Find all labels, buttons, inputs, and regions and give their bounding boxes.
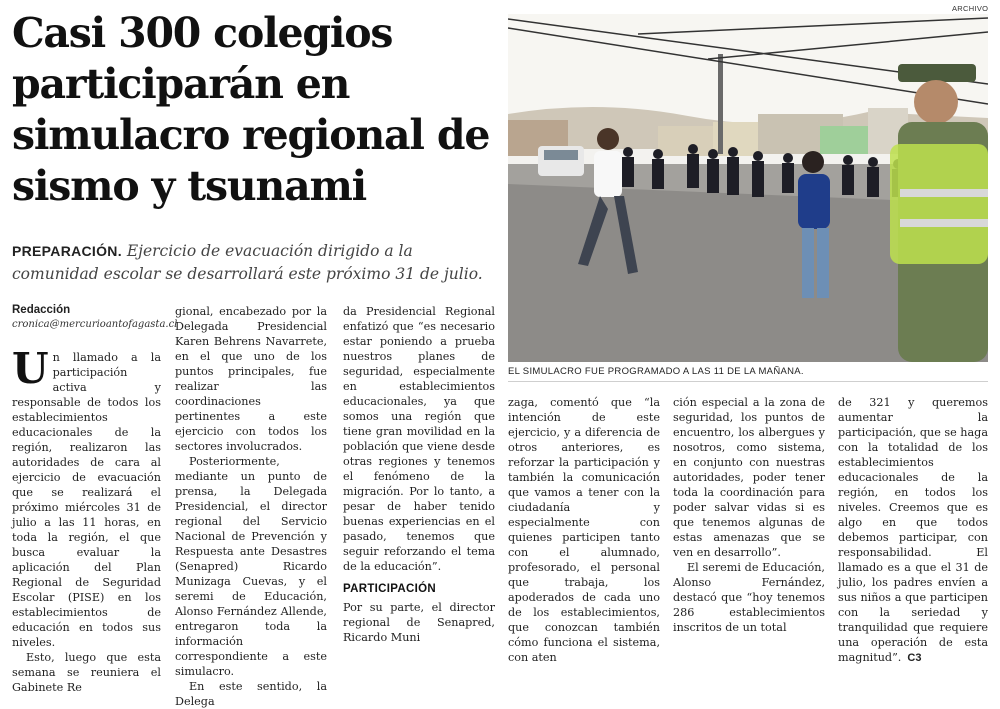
paragraph: En este sentido, la Delega: [175, 680, 327, 708]
article-column-2: [175, 304, 327, 709]
byline-author: Redacción: [12, 304, 71, 316]
photo-caption: EL SIMULACRO FUE PROGRAMADO A LAS 11 DE LA MAÑANA.: [508, 366, 804, 377]
paragraph: ción especial a la zona de seguridad, los puntos de encuentro, los albergues y nosotros, como sistema, en conjunto con nuestras autoridades, poder tener toda la coordinación para poder salvar vidas si es que tenemos algunas de estas amenazas que se ven en desarrollo”.: [673, 396, 825, 559]
paragraph: Un llamado a la participación activa y responsable de todos los establecimientos educacionales de la región, realizaron las autoridades de cara al ejercicio de evacuación que se realizará el próximo miércoles 31 de julio a las 11 horas, en toda la región, el que busca evaluar la aplicación del Plan Regional de Seguridad Escolar (PISE) en los establecimientos de educación en todos sus niveles.: [12, 344, 161, 649]
drop-cap: U: [12, 344, 49, 393]
deck-text: Ejercicio de evacuación dirigido a la comunidad escolar se desarrollará este próximo 31 de julio.: [12, 242, 483, 283]
paragraph: gional, encabezado por la Delegada Presidencial Karen Behrens Navarrete, en el que uno de los puntos principales, fue realizar las coordinaciones pertinentes a este ejercicio con todos los sectores involucrados.: [175, 305, 327, 453]
headline: Casi 300 colegios participarán en simulacro regional de sismo y tsunami: [12, 9, 490, 210]
section-subhead: PARTICIPACIÓN: [343, 583, 436, 595]
caption-divider: [508, 381, 988, 382]
deck: [12, 240, 502, 286]
byline: [12, 304, 178, 330]
paragraph: Por su parte, el director regional de Senapred, Ricardo Muni: [343, 601, 495, 644]
end-mark: C3: [907, 652, 922, 664]
paragraph: Posteriormente, mediante un punto de prensa, la Delegada Presidencial, el director regional del Servicio Nacional de Prevención y Respuesta ante Desastres (Senapred) Ricardo Munizaga Cuevas, y el seremi de Educación, Alonso Fernández Allende, entregaron toda la información correspondiente a este simulacro.: [175, 455, 327, 678]
article-column-5: [673, 395, 825, 635]
paragraph: zaga, comentó que “la intención de este ejercicio, y a diferencia de otros anteriores, es reforzar la participación y también la comunicación que vamos a tener con la ciudadanía y especialmente con quienes participen tanto con el alumnado, profesorado, el personal que trabaja, los apoderados de cada uno de los establecimientos, que conozcan también cómo funciona el sistema, con aten: [508, 396, 660, 664]
article-column-3: [343, 304, 495, 645]
article-column-4: [508, 395, 660, 665]
paragraph: da Presidencial Regional enfatizó que “es necesario estar poniendo a prueba nuestros planes de seguridad, especialmente en establecimientos educacionales, ya que somos una región que tiene gran movilidad en la población que viene desde otras regiones y tenemos el fenómeno de la migración. Por lo tanto, a pesar de haber tenido buenas experiencias en el pasado, tenemos que seguir reforzando el tema de la educación”.: [343, 305, 495, 573]
paragraph: de 321 y queremos aumentar la participación, que se haga con la totalidad de los establecimientos educacionales de la región, en todos los niveles. Creemos que es algo en que todos debemos participar, con responsabilidad. El llamado es a que el 31 de julio, los padres envíen a sus niños a que participen con la seriedad y tranquilidad que requiere una operación de esta magnitud”. C3: [838, 396, 988, 664]
byline-email[interactable]: cronica@mercurioantofagasta.cl: [12, 319, 178, 330]
news-photo: [508, 14, 988, 362]
article-column-1: [12, 344, 161, 695]
deck-label: PREPARACIÓN.: [12, 243, 122, 259]
article-column-6: [838, 395, 988, 666]
photo-credit: ARCHIVO: [952, 4, 989, 13]
paragraph: El seremi de Educación, Alonso Fernández, destacó que “hoy tenemos 286 establecimientos inscritos de un total: [673, 561, 825, 634]
paragraph: Esto, luego que esta semana se reuniera el Gabinete Re: [12, 651, 161, 694]
